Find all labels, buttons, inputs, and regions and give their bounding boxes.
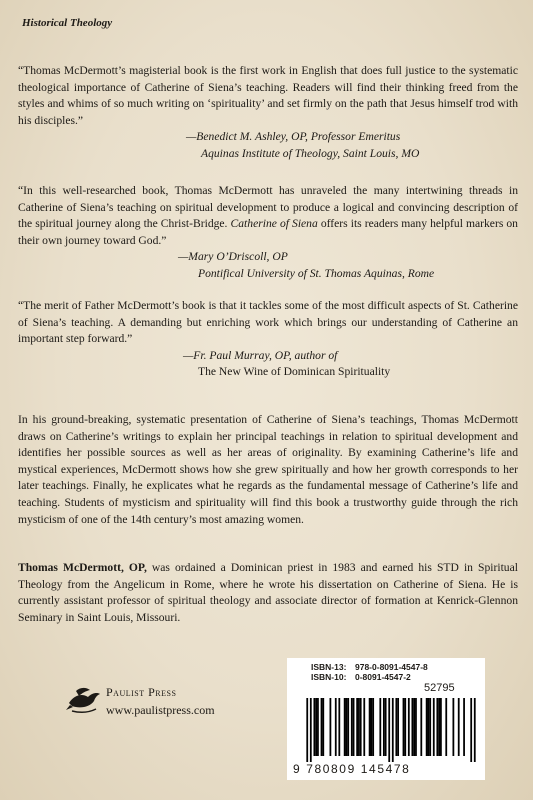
barcode-bar — [470, 698, 472, 762]
barcode-image — [301, 698, 481, 762]
barcode-bar — [313, 698, 315, 756]
publisher-name: Paulist Press — [106, 685, 177, 699]
book-description-block — [18, 412, 518, 528]
barcode-bar — [438, 698, 440, 756]
barcode-bar — [358, 698, 360, 756]
barcode-bar — [306, 698, 308, 762]
quote-attribution: —Mary O’Driscoll, OP — [178, 250, 288, 264]
author-bio — [18, 560, 518, 626]
barcode-bar — [429, 698, 431, 756]
isbn13-label: ISBN-13: — [311, 662, 347, 672]
barcode-bar — [351, 698, 353, 756]
quote-affiliation: Aquinas Institute of Theology, Saint Louis, MO — [201, 146, 420, 160]
barcode-bar — [356, 698, 358, 756]
barcode-bar — [433, 698, 435, 756]
quote-affiliation: Pontifical University of St. Thomas Aquinas, Rome — [198, 266, 435, 280]
isbn-barcode-box — [287, 658, 485, 780]
barcode-digits: 9 780809 145478 — [293, 762, 411, 776]
barcode-bar — [392, 698, 394, 762]
barcode-bar — [347, 698, 349, 756]
publisher-url: www.paulistpress.com — [106, 703, 215, 717]
barcode-bar — [322, 698, 324, 756]
author-name: Thomas McDermott, OP, — [18, 561, 147, 574]
barcode-bar — [440, 698, 442, 756]
quote-attribution: —Fr. Paul Murray, OP, author of — [183, 348, 338, 362]
quote-attribution: —Benedict M. Ashley, OP, Professor Emeritus — [186, 130, 401, 144]
barcode-bar — [415, 698, 417, 756]
quote-book-title: The New Wine of Dominican Spirituality — [198, 365, 391, 379]
barcode-bar — [330, 698, 332, 756]
quote-text — [18, 183, 518, 249]
endorsement-quote — [18, 298, 518, 381]
barcode-bar — [445, 698, 447, 756]
isbn13-value: 978-0-8091-4547-8 — [355, 662, 428, 672]
author-bio-text: was ordained a Dominican priest in 1983 and earned his STD in Spiritual Theology from the Angelicum in Rome, where he wrote his dissertation on Catherine of Siena. He is currently assistant professor of spiritual theology and associate director of formation at Kenrick-Glennon Seminary in Saint Louis, Missouri. — [18, 561, 518, 624]
barcode-bar — [411, 698, 413, 756]
barcode-bar — [315, 698, 317, 756]
barcode-bar — [321, 698, 323, 756]
quote-text: “The merit of Father McDermott’s book is that it tackles some of the most difficult aspects of St. Catherine of Siena’s teaching. A demanding but enriching work which brings our understanding of Catherine an important step forward.” — [18, 299, 518, 346]
barcode-bar — [383, 698, 385, 756]
barcode-bar — [452, 698, 454, 756]
barcode-bar — [388, 698, 390, 762]
book-title: Catherine of Siena — [230, 217, 318, 231]
barcode-bar — [344, 698, 346, 756]
isbn10-value: 0-8091-4547-2 — [355, 672, 411, 682]
price-code: 52795 — [424, 682, 455, 694]
endorsement-quote — [18, 183, 518, 283]
barcode-bar — [317, 698, 319, 756]
barcode-bar — [346, 698, 348, 756]
barcode-bar — [420, 698, 422, 756]
barcode-bar — [408, 698, 410, 756]
barcode-bar — [397, 698, 399, 756]
quote-text-part: offers its readers many helpful markers on their own journey toward God.” — [18, 217, 518, 247]
barcode-bar — [436, 698, 438, 756]
barcode-bar — [395, 698, 397, 756]
barcode-bar — [371, 698, 373, 756]
isbn10-label: ISBN-10: — [311, 672, 347, 682]
barcode-bar — [428, 698, 430, 756]
quote-text: “Thomas McDermott’s magisterial book is the first work in English that does full justice to the systematic theological importance of Catherine of Siena’s teaching. Readers will find their thinking freed from the styles and whims of so much writing on ‘spirituality’ and set firmly on the path that Jesus himself trod with his disciples.” — [18, 64, 518, 127]
barcode-bar — [403, 698, 405, 756]
barcode-bar — [426, 698, 428, 756]
isbn13-line — [311, 662, 428, 672]
endorsement-quote — [18, 63, 518, 163]
barcode-bar — [404, 698, 406, 756]
barcode-bar — [413, 698, 415, 756]
book-description: In his ground-breaking, systematic presentation of Catherine of Siena’s teachings, Thomas McDermott draws on Catherine’s writings to explain her principal teachings in relation to spiritual development and identifies her possible sources as well as her areas of originality. By examining Catherine’s life and mystical experiences, McDermott shows how she grew spiritually and how her growth corresponds to her later teachings. Finally, he explicates what he regards as the fundamental message of Catherine’s life and teaching. Students of mysticism and spirituality will find this book a trustworthy guide through the rich mysticism of one of the 14th century’s most amazing women. — [18, 413, 518, 526]
barcode-bar — [463, 698, 465, 756]
dove-fish-logo-icon — [66, 683, 102, 715]
barcode-bar — [458, 698, 460, 756]
barcode-bar — [363, 698, 365, 756]
barcode-bar — [310, 698, 312, 762]
barcode-bar — [338, 698, 340, 756]
barcode-bar — [379, 698, 381, 756]
author-bio-block — [18, 560, 518, 626]
barcode-bar — [385, 698, 387, 756]
barcode-bar — [360, 698, 362, 756]
barcode-bar — [372, 698, 374, 756]
category-label: Historical Theology — [22, 17, 113, 29]
barcode-bar — [353, 698, 355, 756]
barcode-bar — [474, 698, 476, 762]
barcode-bar — [369, 698, 371, 756]
isbn10-line — [311, 672, 411, 682]
barcode-bar — [335, 698, 337, 756]
quote-text-part: “In this well-researched book, Thomas McDermott has unraveled the many intertwining threads in Catherine of Siena’s teaching on spiritual development to produce a logical and convincing description of the spiritual journey along the Christ-Bridge. — [18, 184, 518, 231]
